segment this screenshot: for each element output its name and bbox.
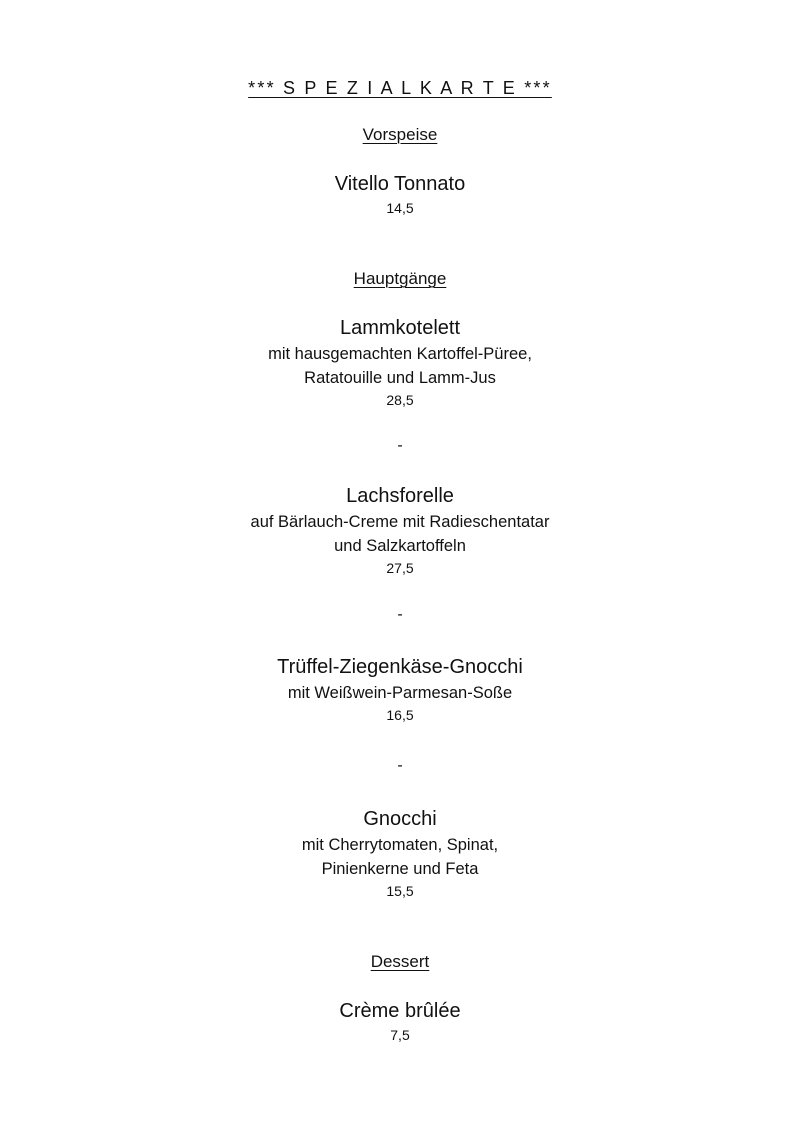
dish-separator: - [397,757,403,774]
dish-description: mit Weißwein-Parmesan-Soße [287,684,513,702]
dish-separator: - [397,606,403,623]
dish-price: 27,5 [386,560,414,576]
section-heading-vorspeise: Vorspeise [362,125,438,144]
dish-description: mit hausgemachten Kartoffel-Püree, [268,345,532,363]
dish-price: 14,5 [386,200,414,216]
dish-description: und Salzkartoffeln [334,537,466,555]
dish-name: Gnocchi [363,808,437,830]
dish-name: Trüffel-Ziegenkäse-Gnocchi [277,656,523,678]
dish-name: Crème brûlée [339,1000,461,1022]
dish-price: 15,5 [386,883,414,899]
dish-description: Ratatouille und Lamm-Jus [304,369,496,387]
dish-description: Pinienkerne und Feta [321,860,479,878]
dish-name: Lachsforelle [346,485,454,507]
dish-price: 28,5 [386,392,414,408]
dish-name: Lammkotelett [339,317,461,339]
dish-description: auf Bärlauch-Creme mit Radieschentatar [250,513,550,531]
menu-title: *** S P E Z I A L K A R T E *** [248,78,552,98]
dish-separator: - [397,437,403,454]
section-heading-dessert: Dessert [370,952,430,971]
dish-description: mit Cherrytomaten, Spinat, [301,836,499,854]
dish-name: Vitello Tonnato [334,173,466,195]
dish-price: 16,5 [386,707,414,723]
dish-price: 7,5 [390,1027,410,1043]
section-heading-hauptgaenge: Hauptgänge [353,269,447,288]
